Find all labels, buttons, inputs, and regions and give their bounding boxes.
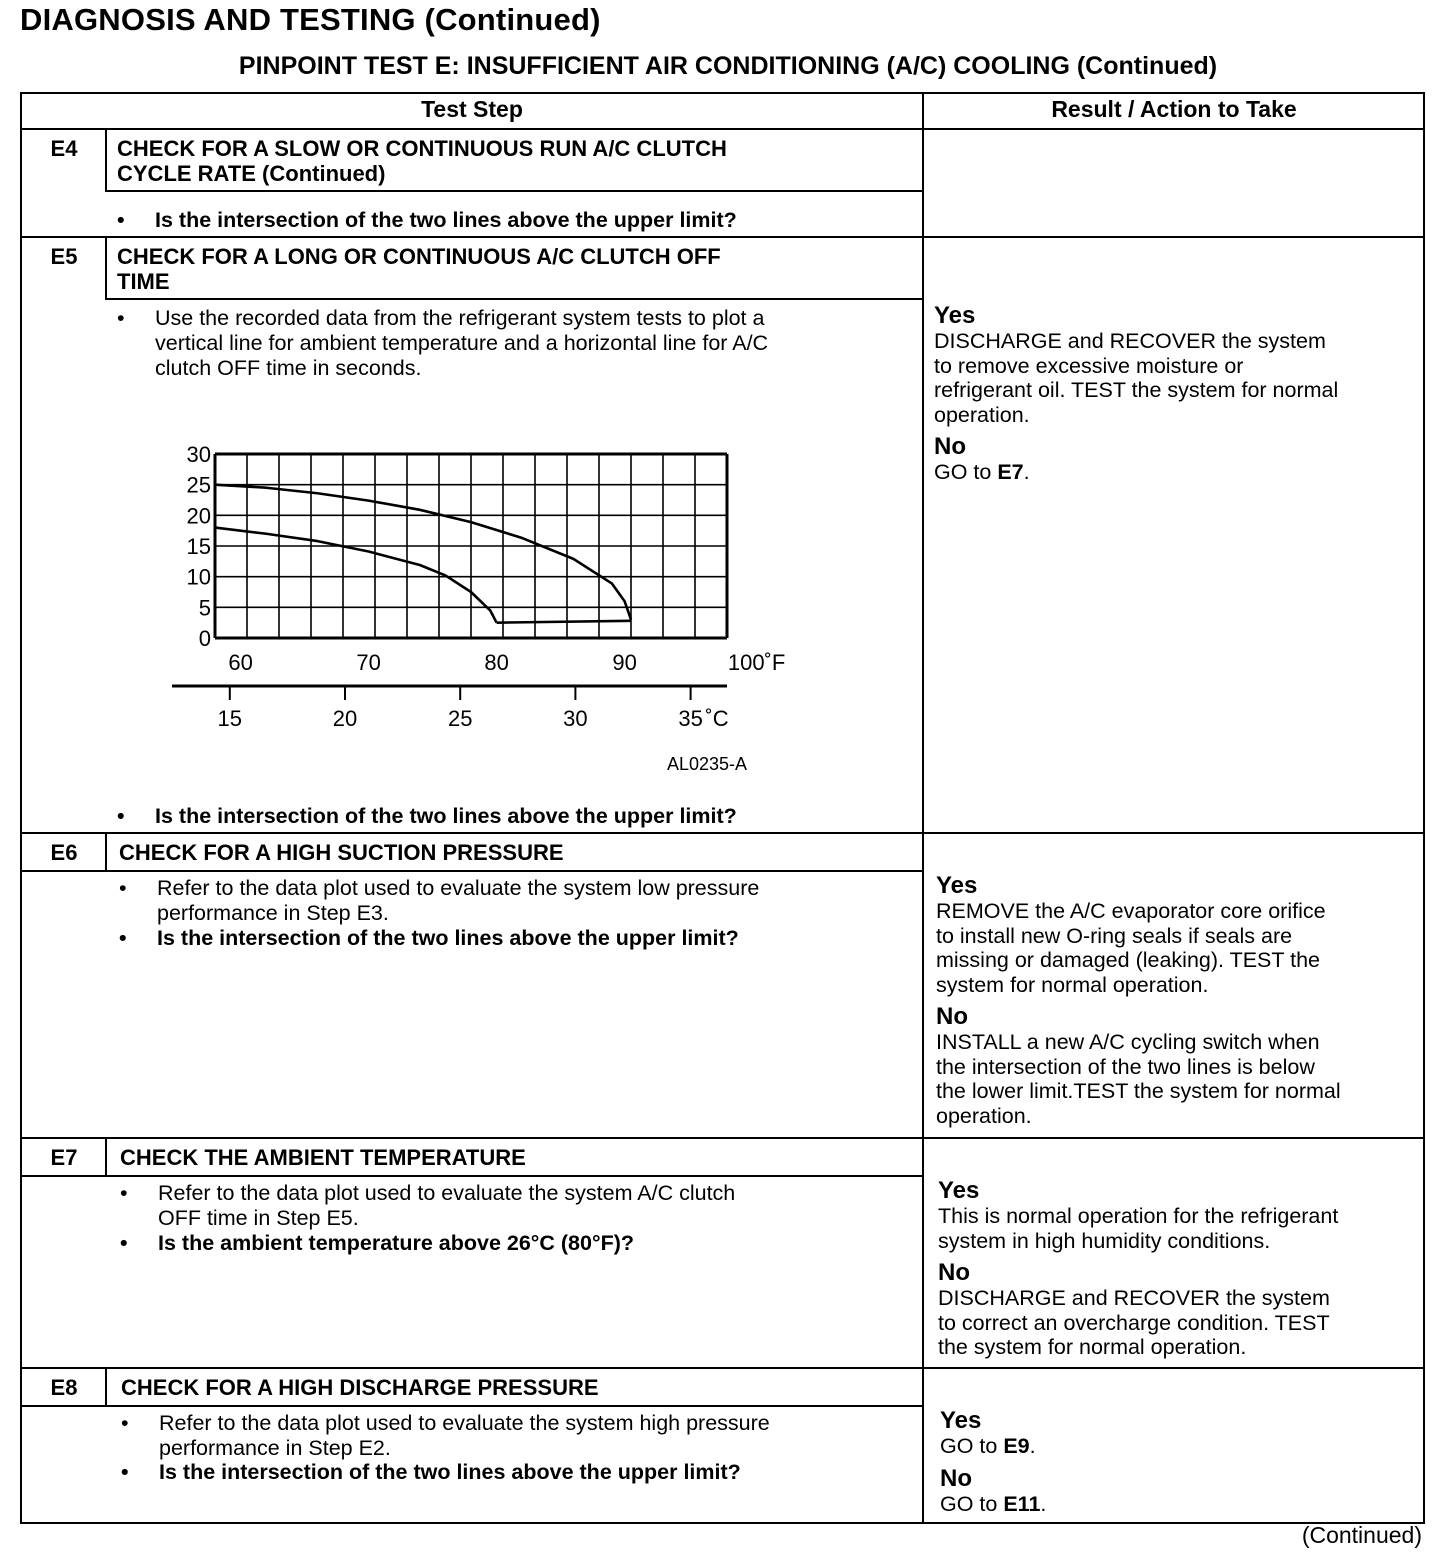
- clutch-off-time-chart: [162, 434, 802, 794]
- pinpoint-test-title: PINPOINT TEST E: INSUFFICIENT AIR CONDITIONING (A/C) COOLING (Continued): [238, 52, 1218, 80]
- header-rule: [22, 128, 1425, 130]
- no-label-e8: No: [940, 1464, 972, 1492]
- row-rule-e4: [22, 236, 1425, 238]
- chart-curves: [215, 485, 631, 623]
- col-header-result: Result / Action to Take: [1051, 96, 1297, 122]
- no-label-e5: No: [934, 433, 966, 460]
- x-tick-label-c: 25: [447, 706, 473, 731]
- page-title: DIAGNOSIS AND TESTING (Continued): [20, 2, 601, 37]
- test-table: Test Step Result / Action to Take E4 CHECK FOR A SLOW OR CONTINUOUS RUN A/C CLUTCH CYCLE RATE (Continued) • Is the intersection of the two lines above the upper limit? E5 CHECK FOR A LONG OR CONTINUOUS A/C CLUTCH OFF TIME • Use the recorded data from the refrigerant system tests to plot a vertical line for ambient temperature and a horizontal line for A/C clutch OFF time in seconds. 30 25 20 15 10 5 0 60 70 80 90 100˚F 15 20 25 30 35 ˚C AL0235-A • Is the intersection of the two lines above the upper limit? Yes DISCHARGE and RECOVER the system to remove excessive moisture or refrigerant oil. TEST the system for normal operation. No GO to E7. E6 CHECK FOR A HIGH SUCTION PRESSURE • Refer to the data plot used to evaluate the system low pressure performance in Step E3. • Is the intersection of the two lines above the upper limit? Yes REMOVE the A/C evaporator core orifice to install new O-ring seals if seals are missing or damaged (leaking). TEST the system for normal operation. No INSTALL a new A/C cycling switch when the intersection of the two lines is below the lower limit.TEST the system for normal operation. E7 CHECK THE AMBIENT TEMPERATURE • Refer to the data plot used to evaluate the system A/C clutch OFF time in Step E5. • Is the ambient temperature above 26°C (80°F)? Yes This is normal operation for the refrigerant system in high humidity conditions. No DISCHARGE and RECOVER the system to correct an overcharge condition. TEST the system for normal operation. E8 CHECK FOR A HIGH DISCHARGE PRESSURE • Refer to the data plot used to evaluate the system high pressure performance in Step E2. • Is the intersection of the two lines above the upper limit? Yes GO to E9. No GO to E11.: [20, 92, 1425, 1524]
- step-title-e4: CHECK FOR A SLOW OR CONTINUOUS RUN A/C CLUTCH CYCLE RATE (Continued): [117, 136, 727, 186]
- x-tick-label-c: 30: [563, 706, 588, 731]
- x-tick-label-f: 80: [484, 650, 509, 675]
- goto-e11-ref: E11: [1003, 1491, 1041, 1516]
- y-tick-label: 10: [186, 564, 211, 590]
- result-e6: Yes REMOVE the A/C evaporator core orifice to install new O-ring seals if seals are missing or damaged (leaking). TEST the system for normal operation. No INSTALL a new A/C cycling switch when the intersection of the two lines is below the lower limit.TEST the system for normal operation.: [936, 872, 1426, 1134]
- x-tick-label-f: 90: [612, 650, 637, 675]
- figure-code: AL0235-A: [667, 754, 748, 774]
- y-tick-label: 5: [198, 595, 211, 621]
- step-title-e5: CHECK FOR A LONG OR CONTINUOUS A/C CLUTCH OFF TIME: [117, 244, 721, 294]
- col-header-test-step: Test Step: [421, 96, 523, 122]
- row-rule-e5: [22, 832, 1425, 834]
- goto-e7-ref: E7: [997, 460, 1024, 484]
- result-e7: Yes This is normal operation for the refrigerant system in high humidity conditions. No DISCHARGE and RECOVER the system to correct an overcharge condition. TEST the system for normal operation.: [938, 1177, 1428, 1366]
- chart-series-3: [497, 621, 631, 623]
- step-id-e6: E6: [50, 840, 78, 865]
- result-e8: Yes GO to E9. No GO to E11.: [940, 1407, 1430, 1522]
- step-title-e8: CHECK FOR A HIGH DISCHARGE PRESSURE: [121, 1375, 599, 1400]
- result-e5: Yes DISCHARGE and RECOVER the system to remove excessive moisture or refrigerant oil. TEST the system for normal operation. No GO to E7.: [934, 302, 1424, 491]
- row-rule-e7: [22, 1367, 1425, 1369]
- y-tick-label: 30: [186, 442, 211, 467]
- step-title-e7: CHECK THE AMBIENT TEMPERATURE: [120, 1145, 526, 1170]
- goto-e9-ref: E9: [1003, 1434, 1030, 1458]
- column-divider: [922, 94, 924, 1524]
- chart-grid: [215, 454, 727, 638]
- rule-e5-title: [105, 298, 922, 300]
- chart-series-1: [215, 485, 631, 620]
- y-tick-label: 20: [186, 503, 211, 529]
- x-tick-label-c: 15: [217, 706, 243, 731]
- y-tick-label: 15: [186, 534, 211, 559]
- x-tick-label-c: ˚C: [705, 706, 729, 731]
- row-rule-e6: [22, 1137, 1425, 1139]
- rule-e7-title: [22, 1175, 922, 1177]
- rule-e8-title: [22, 1405, 922, 1407]
- yes-label-e5: Yes: [934, 302, 976, 329]
- x-tick-label-c: 35: [678, 706, 703, 731]
- step-title-e6: CHECK FOR A HIGH SUCTION PRESSURE: [119, 840, 564, 865]
- rule-e4-title: [105, 190, 922, 192]
- no-label-e7: No: [938, 1259, 970, 1286]
- x-tick-label-f: 70: [356, 650, 381, 675]
- step-id-e4: E4: [50, 136, 78, 161]
- yes-label-e6: Yes: [936, 872, 978, 899]
- yes-label-e7: Yes: [938, 1177, 980, 1204]
- continued-footer: (Continued): [1301, 1522, 1422, 1548]
- step-id-e8: E8: [50, 1375, 78, 1400]
- step-id-e7: E7: [50, 1145, 78, 1170]
- y-tick-label: 0: [198, 626, 211, 651]
- step-id-e5: E5: [50, 244, 78, 269]
- x-tick-label-f: 100˚F: [727, 650, 786, 675]
- y-tick-label: 25: [186, 472, 211, 498]
- rule-e6-title: [22, 870, 922, 872]
- x-tick-label-c: 20: [332, 706, 358, 731]
- x-tick-label-f: 60: [228, 650, 253, 675]
- yes-label-e8: Yes: [940, 1407, 982, 1434]
- no-label-e6: No: [936, 1003, 968, 1030]
- chart-series-2: [215, 528, 497, 623]
